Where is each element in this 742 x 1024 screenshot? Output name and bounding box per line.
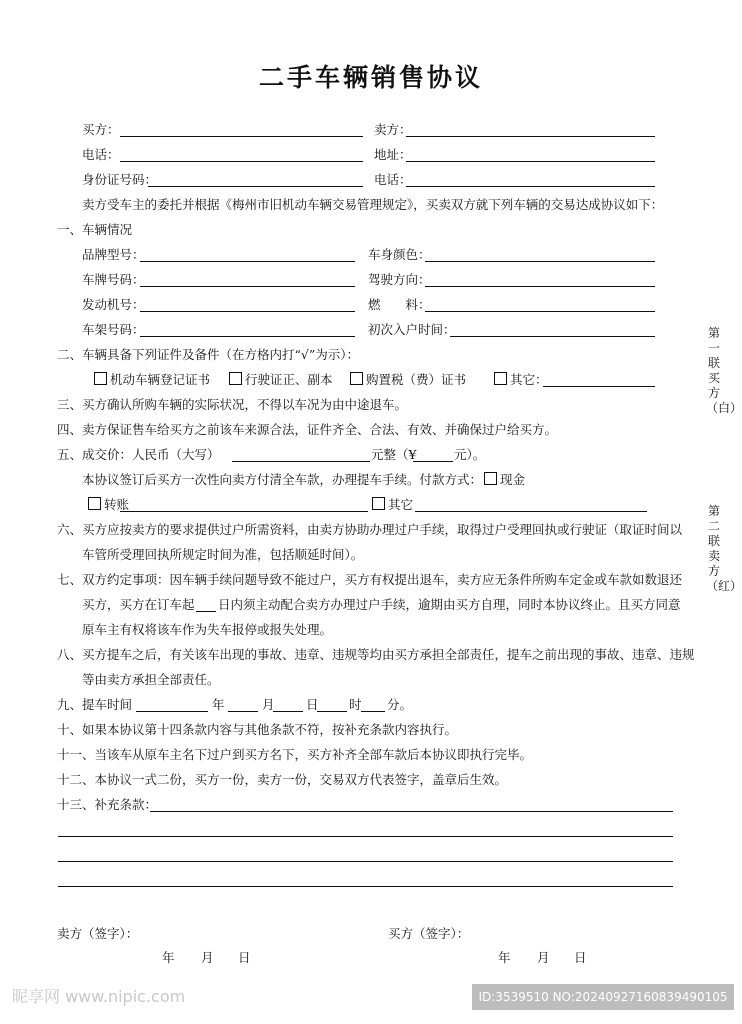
payment-other-field[interactable] <box>415 511 647 512</box>
buyer-signature-label: 买方（签字）： <box>388 926 470 941</box>
pickup-day-label: 日 <box>306 697 319 712</box>
yuan-close: 元）。 <box>454 447 486 462</box>
seller-date-day: 日 <box>238 950 251 965</box>
section10-text: 十、如果本协议第十四条款内容与其他条款不符，按补充条款内容执行。 <box>57 722 458 737</box>
buyer-date-day: 日 <box>574 950 587 965</box>
seller-signature-label: 卖方（签字）： <box>57 926 139 941</box>
days-field[interactable] <box>196 611 216 612</box>
frame-label: 车架号码： <box>82 322 145 337</box>
checkbox[interactable] <box>494 372 507 385</box>
buyer-field[interactable] <box>120 136 363 137</box>
payment-cash-option[interactable]: 现金 <box>484 472 525 488</box>
supplement-line[interactable] <box>150 811 673 812</box>
section11-text: 十一、当该车从原车主名下过户到买方名下，买方补齐全部车款后本协议即执行完毕。 <box>57 747 533 762</box>
pickup-hour-label: 时 <box>349 697 362 712</box>
frame-field[interactable] <box>140 336 355 337</box>
doc-item-license[interactable]: 行驶证正、副本 <box>229 372 333 388</box>
side-label-first-copy: 第一联买方（白） <box>706 326 742 415</box>
watermark-logo: 昵享网 www.nipic.com <box>12 987 186 1006</box>
seller-field[interactable] <box>406 136 655 137</box>
doc-item-other[interactable]: 其它： <box>494 372 548 388</box>
checkbox[interactable] <box>484 472 497 485</box>
pickup-hour-field[interactable] <box>317 711 347 712</box>
payment-other-option[interactable]: 其它 <box>372 497 413 513</box>
id-number-field[interactable] <box>148 186 363 187</box>
phone-label: 电话： <box>82 147 120 162</box>
seller-date-month: 月 <box>201 950 214 965</box>
pickup-day-field[interactable] <box>273 711 303 712</box>
section6-line1: 六、买方应按卖方的要求提供过户所需资料，由卖方协助办理过户手续，取得过户受理回执或行驶证（取证时间以 <box>57 522 683 537</box>
pickup-time-label: 九、提车时间 <box>57 697 133 712</box>
first-reg-field[interactable] <box>450 336 655 337</box>
yuan-suffix: 元整（¥ <box>371 447 417 462</box>
section1-heading: 一、车辆情况 <box>57 222 133 237</box>
engine-label: 发动机号： <box>82 297 145 312</box>
payment-transfer-option[interactable]: 转账 <box>88 497 129 513</box>
supplement-line[interactable] <box>58 886 673 887</box>
doc-item-registration[interactable]: 机动车辆登记证书 <box>94 372 210 388</box>
checkbox[interactable] <box>372 497 385 510</box>
pickup-month-field[interactable] <box>228 711 258 712</box>
price-number-field[interactable] <box>413 461 453 462</box>
section2-heading: 二、车辆具备下列证件及备件（在方格内打“√”为示）： <box>57 347 359 362</box>
supplement-line[interactable] <box>58 861 673 862</box>
intro-text: 卖方受车主的委托并根据《梅州市旧机动车辆交易管理规定》，买卖双方就下列车辆的交易达成协议如下： <box>82 197 664 212</box>
price-label: 五、成交价：人民币（大写） <box>57 447 220 462</box>
engine-field[interactable] <box>140 311 355 312</box>
buyer-date-month: 月 <box>537 950 550 965</box>
fuel-label: 燃 料： <box>368 297 431 312</box>
section8-line1: 八、买方提车之后，有关该车出现的事故、违章、违规等均由买方承担全部责任，提车之前出现的事故、违章、违规 <box>57 647 695 662</box>
checkbox[interactable] <box>350 372 363 385</box>
section6-line2: 车管所受理回执所规定时间为准，包括顺延时间）。 <box>82 547 364 562</box>
buyer-label: 买方： <box>82 122 120 137</box>
address-field[interactable] <box>406 161 655 162</box>
section12-text: 十二、本协议一式二份，买方一份，卖方一份，交易双方代表签字，盖章后生效。 <box>57 772 508 787</box>
transfer-field[interactable] <box>120 511 368 512</box>
checkbox[interactable] <box>88 497 101 510</box>
section8-line2: 等由卖方承担全部责任。 <box>82 672 220 687</box>
steering-label: 驾驶方向： <box>368 272 431 287</box>
supplement-line[interactable] <box>58 836 673 837</box>
watermark-id: ID:3539510 NO:20240927160839490105 <box>472 984 734 1010</box>
plate-label: 车牌号码： <box>82 272 145 287</box>
seller-date-year: 年 <box>162 950 175 965</box>
phone2-field[interactable] <box>406 186 655 187</box>
pickup-year-label: 年 <box>212 697 225 712</box>
section3-text: 三、买方确认所购车辆的实际状况，不得以车况为由中途退车。 <box>57 397 408 412</box>
phone2-label: 电话： <box>374 172 412 187</box>
phone-field[interactable] <box>120 161 363 162</box>
section7-line2a: 买方，买方在订车起 <box>82 597 195 612</box>
section7-line2b: 日内须主动配合卖方办理过户手续，逾期由买方自理，同时本协议终止。且买方同意 <box>218 597 681 612</box>
doc-item-purchase-tax[interactable]: 购置税（费）证书 <box>350 372 466 388</box>
pickup-month-label: 月 <box>262 697 275 712</box>
address-label: 地址： <box>374 147 412 162</box>
brand-label: 品牌型号： <box>82 247 145 262</box>
plate-field[interactable] <box>140 286 355 287</box>
first-reg-label: 初次入户时间： <box>368 322 456 337</box>
steering-field[interactable] <box>425 286 655 287</box>
section7-line1: 七、双方约定事项：因车辆手续问题导致不能过户，买方有权提出退车，卖方应无条件所购车定金或车款如数退还 <box>57 572 683 587</box>
pickup-year-field[interactable] <box>136 711 208 712</box>
pickup-minute-field[interactable] <box>361 711 385 712</box>
checkbox[interactable] <box>229 372 242 385</box>
fuel-field[interactable] <box>425 311 655 312</box>
buyer-date-year: 年 <box>498 950 511 965</box>
section13-label: 十三、补充条款： <box>57 797 158 812</box>
pickup-minute-label: 分。 <box>387 697 413 712</box>
section7-line3: 原车主有权将该车作为失车报停或报失处理。 <box>82 622 333 637</box>
id-number-label: 身份证号码： <box>82 172 158 187</box>
section4-text: 四、卖方保证售车给买方之前该车来源合法，证件齐全、合法、有效、并确保过户给买方。 <box>57 422 558 437</box>
price-words-field[interactable] <box>232 461 370 462</box>
document-title: 二手车辆销售协议 <box>258 63 483 92</box>
color-label: 车身颜色： <box>368 247 431 262</box>
payment-text: 本协议签订后买方一次性向卖方付清全车款，办理提车手续。付款方式： <box>82 472 483 487</box>
side-label-second-copy: 第二联卖方（红） <box>706 504 742 593</box>
brand-field[interactable] <box>140 261 355 262</box>
checkbox[interactable] <box>94 372 107 385</box>
seller-label: 卖方： <box>374 122 412 137</box>
doc-other-field[interactable] <box>543 386 655 387</box>
color-field[interactable] <box>425 261 655 262</box>
